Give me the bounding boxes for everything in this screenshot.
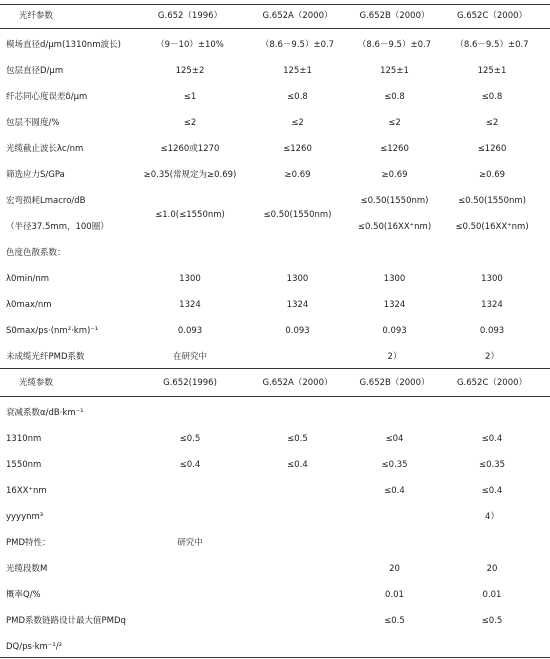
table1-cell: ≤0.50(1550nm) (360, 196, 429, 206)
table1-cell: 1300 (179, 274, 201, 284)
table2-header-cell: G.652C（2000） (456, 378, 528, 388)
table1-cell: ≤0.8 (384, 92, 405, 102)
table2-cell: ≤0.5 (179, 434, 201, 444)
table1-cell: ≤1 (183, 92, 197, 102)
table2-cell: 1310nm (6, 434, 42, 444)
table2-cell: ≤0.4 (179, 460, 201, 470)
table2-cell: ≤0.4 (384, 486, 405, 496)
table2-cell: 概率Q/% (6, 590, 41, 600)
table1-cell: 1324 (383, 300, 406, 310)
table1-cell: 1324 (481, 300, 503, 310)
table1-header-cell: G.652（1996） (157, 11, 223, 21)
table2-cell: ≤0.35 (478, 460, 506, 470)
table1-cell: （8.6－9.5）±0.7 (357, 40, 432, 50)
table2-header-cell: 光缆参数 (18, 378, 53, 388)
table2-cell: 20 (486, 564, 498, 574)
table1-cell: 在研究中 (172, 352, 207, 362)
table2-cell: ≤0.35 (381, 460, 408, 470)
table1-cell: 2） (485, 352, 499, 362)
table1-cell: ≥0.69 (381, 170, 408, 180)
table1-cell: ≤2 (388, 118, 401, 128)
table2-cell: 16XX⁺nm (6, 486, 47, 496)
table1-cell: S0max/ps·(nm²·km)⁻¹ (6, 326, 99, 336)
table1-cell: 1324 (286, 300, 309, 310)
table2-header-cell: G.652A（2000） (262, 378, 333, 388)
table1-cell: 0.093 (285, 326, 310, 336)
table1-cell: 1300 (383, 274, 406, 284)
table2-cell: 研究中 (177, 538, 203, 548)
table1-cell: 125±1 (380, 66, 409, 76)
table2-cell: ≤0.5 (481, 616, 503, 626)
table1-cell: 2） (387, 352, 402, 362)
table1-cell: ≤1260 (477, 144, 507, 154)
rule-table2-header (0, 396, 550, 397)
table1-cell: （9－10）±10% (156, 40, 224, 50)
table1-cell: 筛选应力S/GPa (6, 170, 65, 180)
table2-header-cell: G.652(1996) (163, 378, 217, 388)
rule-table-separator (0, 368, 550, 369)
rule-table1-header (0, 28, 550, 29)
rule-top (0, 4, 550, 5)
table1-header-cell: G.652A（2000） (262, 11, 333, 21)
table1-cell: 包层不圆度/% (6, 118, 60, 128)
table2-cell: DQ/ps·km⁻¹/² (6, 642, 62, 652)
table2-cell: 光缆段数M (6, 564, 48, 574)
table1-cell: 色度色散系数： (6, 248, 66, 258)
table2-cell: ≤0.4 (287, 460, 308, 470)
table2-cell: ≤04 (385, 434, 404, 444)
table1-cell: 1300 (481, 274, 503, 284)
table1-cell: λ0min/nm (6, 274, 49, 284)
table1-header-cell: 光纤参数 (18, 11, 53, 21)
table1-cell: ≥0.69 (478, 170, 506, 180)
table1-cell: λ0max/nm (6, 300, 52, 310)
table1-cell: 模场直径d/μm(1310nm波长) (6, 40, 121, 50)
table1-cell: ≤0.50(1550nm) (458, 196, 526, 206)
table2-cell: 0.01 (385, 590, 404, 600)
table2-cell: yyyynm³ (6, 512, 44, 522)
table1-cell: 光缆截止波长λc/nm (6, 144, 84, 154)
table1-header-cell: G.652C（2000） (456, 11, 528, 21)
table1-cell: 纤芯同心度误差δ/μm (6, 92, 88, 102)
table2-cell: PMD特性： (6, 538, 51, 548)
table1-cell: （半径37.5mm，100圈） (6, 222, 109, 232)
table1-cell: 1324 (179, 300, 201, 310)
table1-cell: 1300 (286, 274, 309, 284)
table1-cell: ≤0.8 (287, 92, 308, 102)
rule-bottom (0, 657, 550, 658)
table1-cell: ≤0.50(16XX⁺nm) (455, 222, 529, 232)
table2-header-cell: G.652B（2000） (359, 378, 430, 388)
table1-cell: ≤1260 (380, 144, 409, 154)
table1-cell: 125±1 (283, 66, 312, 76)
table1-cell: 0.093 (177, 326, 203, 336)
table2-cell: ≤0.5 (287, 434, 308, 444)
table1-cell: 包层直径D/μm (6, 66, 64, 76)
table2-cell: 20 (389, 564, 400, 574)
table2-cell: 1550nm (6, 460, 42, 470)
table1-cell: ≤2 (183, 118, 197, 128)
table1-cell: ≤1.0(≤1550nm) (155, 210, 225, 220)
table1-cell: 125±1 (477, 66, 507, 76)
table2-cell: ≤0.5 (384, 616, 405, 626)
table1-cell: 0.093 (382, 326, 407, 336)
table1-cell: ≤2 (291, 118, 304, 128)
table1-cell: ≥0.35(常规定为≥0.69) (143, 170, 237, 180)
table2-cell: 衰减系数α/dB·km⁻¹ (6, 408, 84, 418)
table1-cell: （8.6－9.5）±0.7 (455, 40, 529, 50)
table1-cell: ≤0.50(16XX⁺nm) (357, 222, 432, 232)
table2-cell: ≤0.4 (481, 434, 503, 444)
table1-cell: （8.6－9.5）±0.7 (260, 40, 335, 50)
table1-cell: 未成缆光纤PMD系数 (6, 352, 85, 362)
table1-cell: ≤0.8 (481, 92, 503, 102)
table1-cell: 0.093 (479, 326, 505, 336)
table2-cell: ≤0.4 (481, 486, 503, 496)
table1-cell: ≤2 (485, 118, 499, 128)
table1-cell: 125±2 (175, 66, 205, 76)
table1-cell: ≥0.69 (284, 170, 311, 180)
table1-cell: 宏弯损耗Lmacro/dB (6, 196, 86, 206)
table2-cell: PMD系数链路设计最大值PMDq (6, 616, 126, 626)
table1-cell: ≤1260或1270 (160, 144, 220, 154)
table1-header-cell: G.652B（2000） (359, 11, 430, 21)
table2-cell: 4） (485, 512, 499, 522)
table2-cell: 0.01 (482, 590, 502, 600)
table1-cell: ≤1260 (283, 144, 312, 154)
table1-cell: ≤0.50(1550nm) (263, 210, 332, 220)
